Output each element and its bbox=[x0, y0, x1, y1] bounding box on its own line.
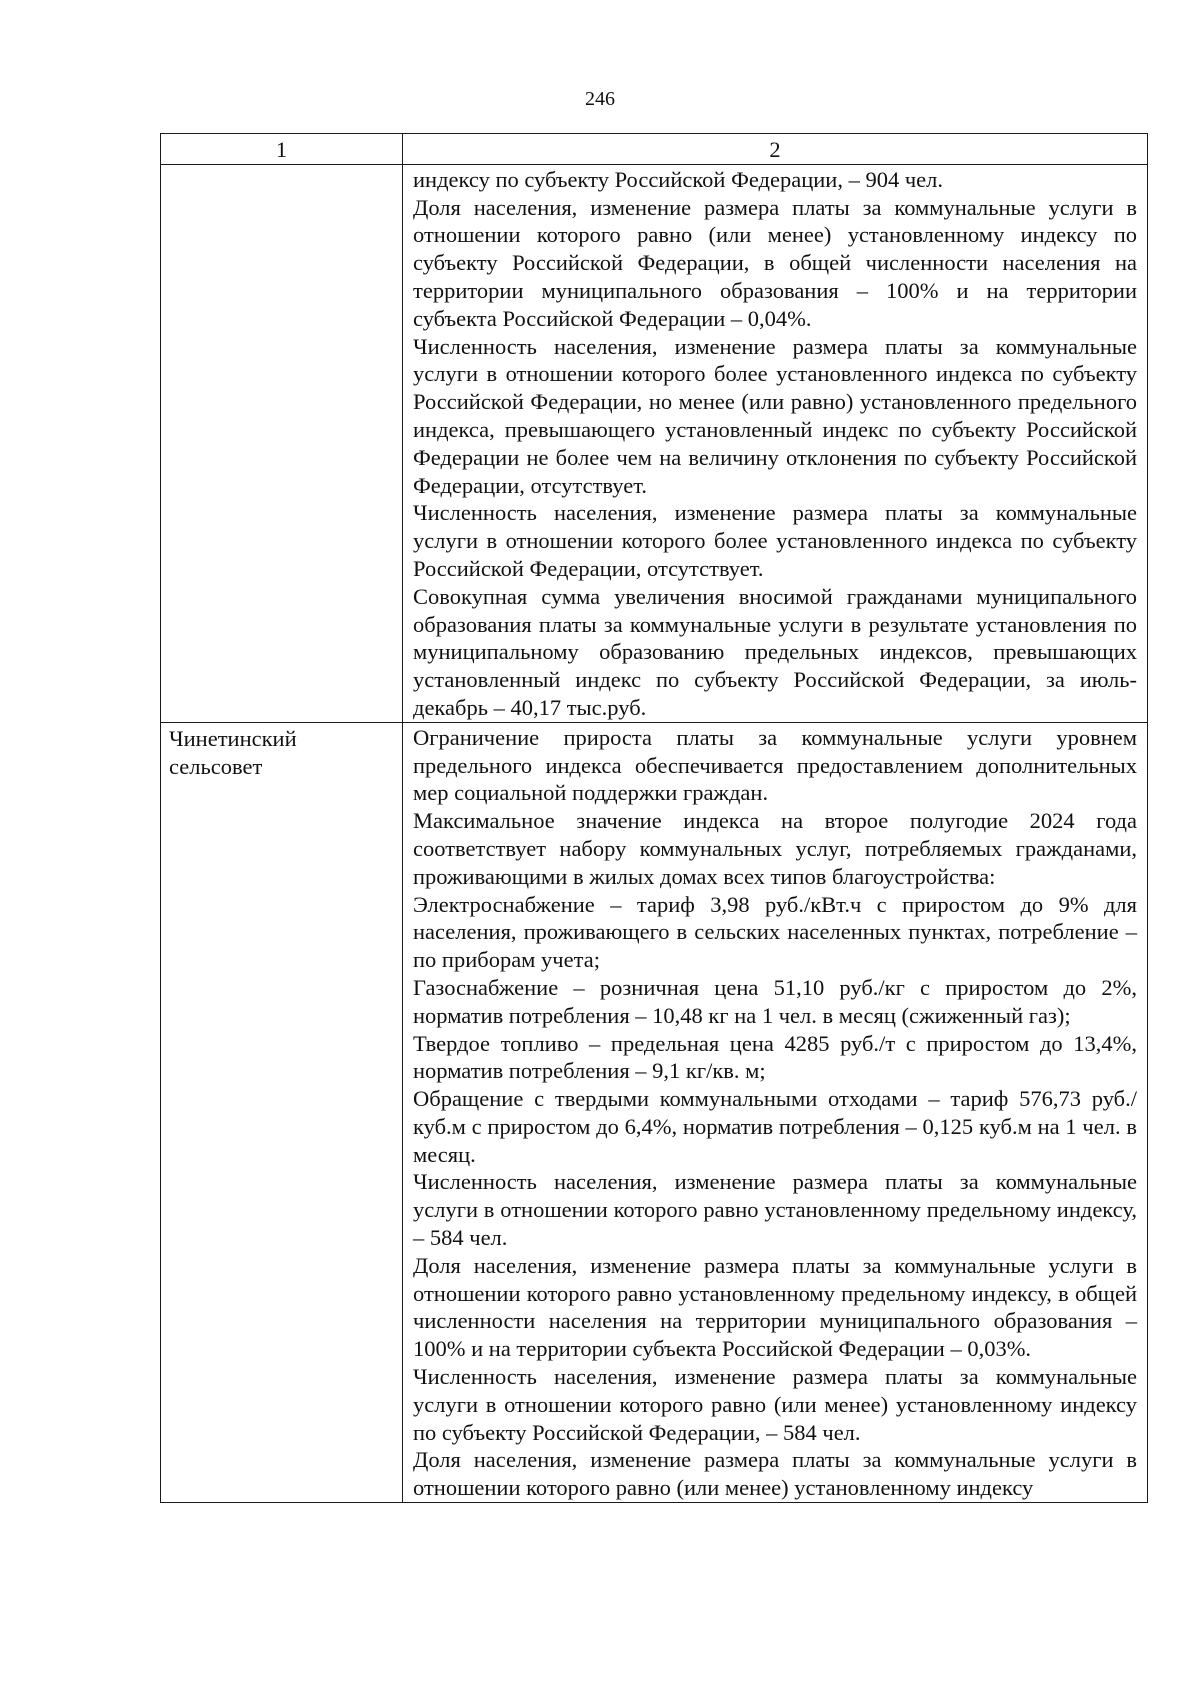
paragraph: Электроснабжение – тариф 3,98 руб./кВт.ч с приростом до 9% для населения, проживающего в сельских населенных пунктах, потребление – по приборам учета; bbox=[413, 891, 1137, 973]
paragraph: Доля населения, изменение размера платы за коммунальные услуги в отношении которого равно (или менее) установленному индексу bbox=[413, 1447, 1137, 1501]
data-table bbox=[160, 133, 1148, 1503]
paragraph: Ограничение прироста платы за коммунальные услуги уровнем предельного индекса обеспечивается предоставлением дополнительных мер социальной поддержки граждан. bbox=[413, 724, 1137, 806]
paragraph: Численность населения, изменение размера платы за коммунальные услуги в отношении которого равно установленному предельному индексу, – 584 чел. bbox=[413, 1169, 1137, 1251]
paragraph: Совокупная сумма увеличения вносимой гражданами муниципального образования платы за коммунальные услуги в результате установления по муниципальному образованию предельных индексов, превышающих установленный индекс по субъекту Российской Федерации, за июль-декабрь – 40,17 тыс.руб. bbox=[413, 583, 1137, 720]
column-header-1: 1 bbox=[161, 134, 403, 165]
paragraph: Численность населения, изменение размера платы за коммунальные услуги в отношении которого равно (или менее) установленному индексу по субъекту Российской Федерации, – 584 чел. bbox=[413, 1364, 1137, 1445]
municipality-cell bbox=[161, 722, 403, 1502]
municipality-name: Чинетинский сельсовет bbox=[169, 725, 297, 779]
paragraph: Твердое топливо – предельная цена 4285 руб./т с приростом до 13,4%, норматив потребления – 9,1 кг/кв. м; bbox=[413, 1030, 1137, 1084]
description-cell bbox=[403, 722, 1148, 1502]
paragraph: Доля населения, изменение размера платы за коммунальные услуги в отношении которого равно (или менее) установленному индексу по субъекту Российской Федерации, в общей численности населения на территории муниципального образования – 100% и на территории субъекта Российской Федерации – 0,04%. bbox=[413, 194, 1137, 331]
paragraph: Газоснабжение – розничная цена 51,10 руб./кг с приростом до 2%, норматив потребления – 10,48 кг на 1 чел. в месяц (сжиженный газ); bbox=[413, 974, 1137, 1028]
paragraph: Максимальное значение индекса на второе полугодие 2024 года соответствует набору коммунальных услуг, потребляемых гражданами, проживающими в жилых домах всех типов благоустройства: bbox=[413, 808, 1137, 889]
municipality-cell bbox=[161, 164, 403, 722]
page-number: 246 bbox=[585, 88, 615, 110]
table-row bbox=[161, 722, 1148, 1502]
table-header-row bbox=[161, 134, 1148, 165]
description-cell bbox=[403, 164, 1148, 722]
paragraph: Численность населения, изменение размера платы за коммунальные услуги в отношении которого более установленного индекса по субъекту Российской Федерации, отсутствует. bbox=[413, 500, 1137, 581]
paragraph: индексу по субъекту Российской Федерации, – 904 чел. bbox=[413, 166, 943, 192]
paragraph: Доля населения, изменение размера платы за коммунальные услуги в отношении которого равно установленному предельному индексу, в общей численности населения на территории муниципального образования – 100% и на территории субъекта Российской Федерации – 0,03%. bbox=[413, 1252, 1137, 1362]
paragraph: Численность населения, изменение размера платы за коммунальные услуги в отношении которого более установленного индекса по субъекту Российской Федерации, но менее (или равно) установленного предельного индекса, превышающего установленный индекс по субъекту Российской Федерации не более чем на величину отклонения по субъекту Российской Федерации, отсутствует. bbox=[413, 333, 1137, 498]
paragraph: Обращение с твердыми коммунальными отходами – тариф 576,73 руб./куб.м с приростом до 6,4%, норматив потребления – 0,125 куб.м на 1 чел. в месяц. bbox=[413, 1086, 1137, 1167]
table-row bbox=[161, 164, 1148, 722]
column-header-2: 2 bbox=[403, 134, 1148, 165]
